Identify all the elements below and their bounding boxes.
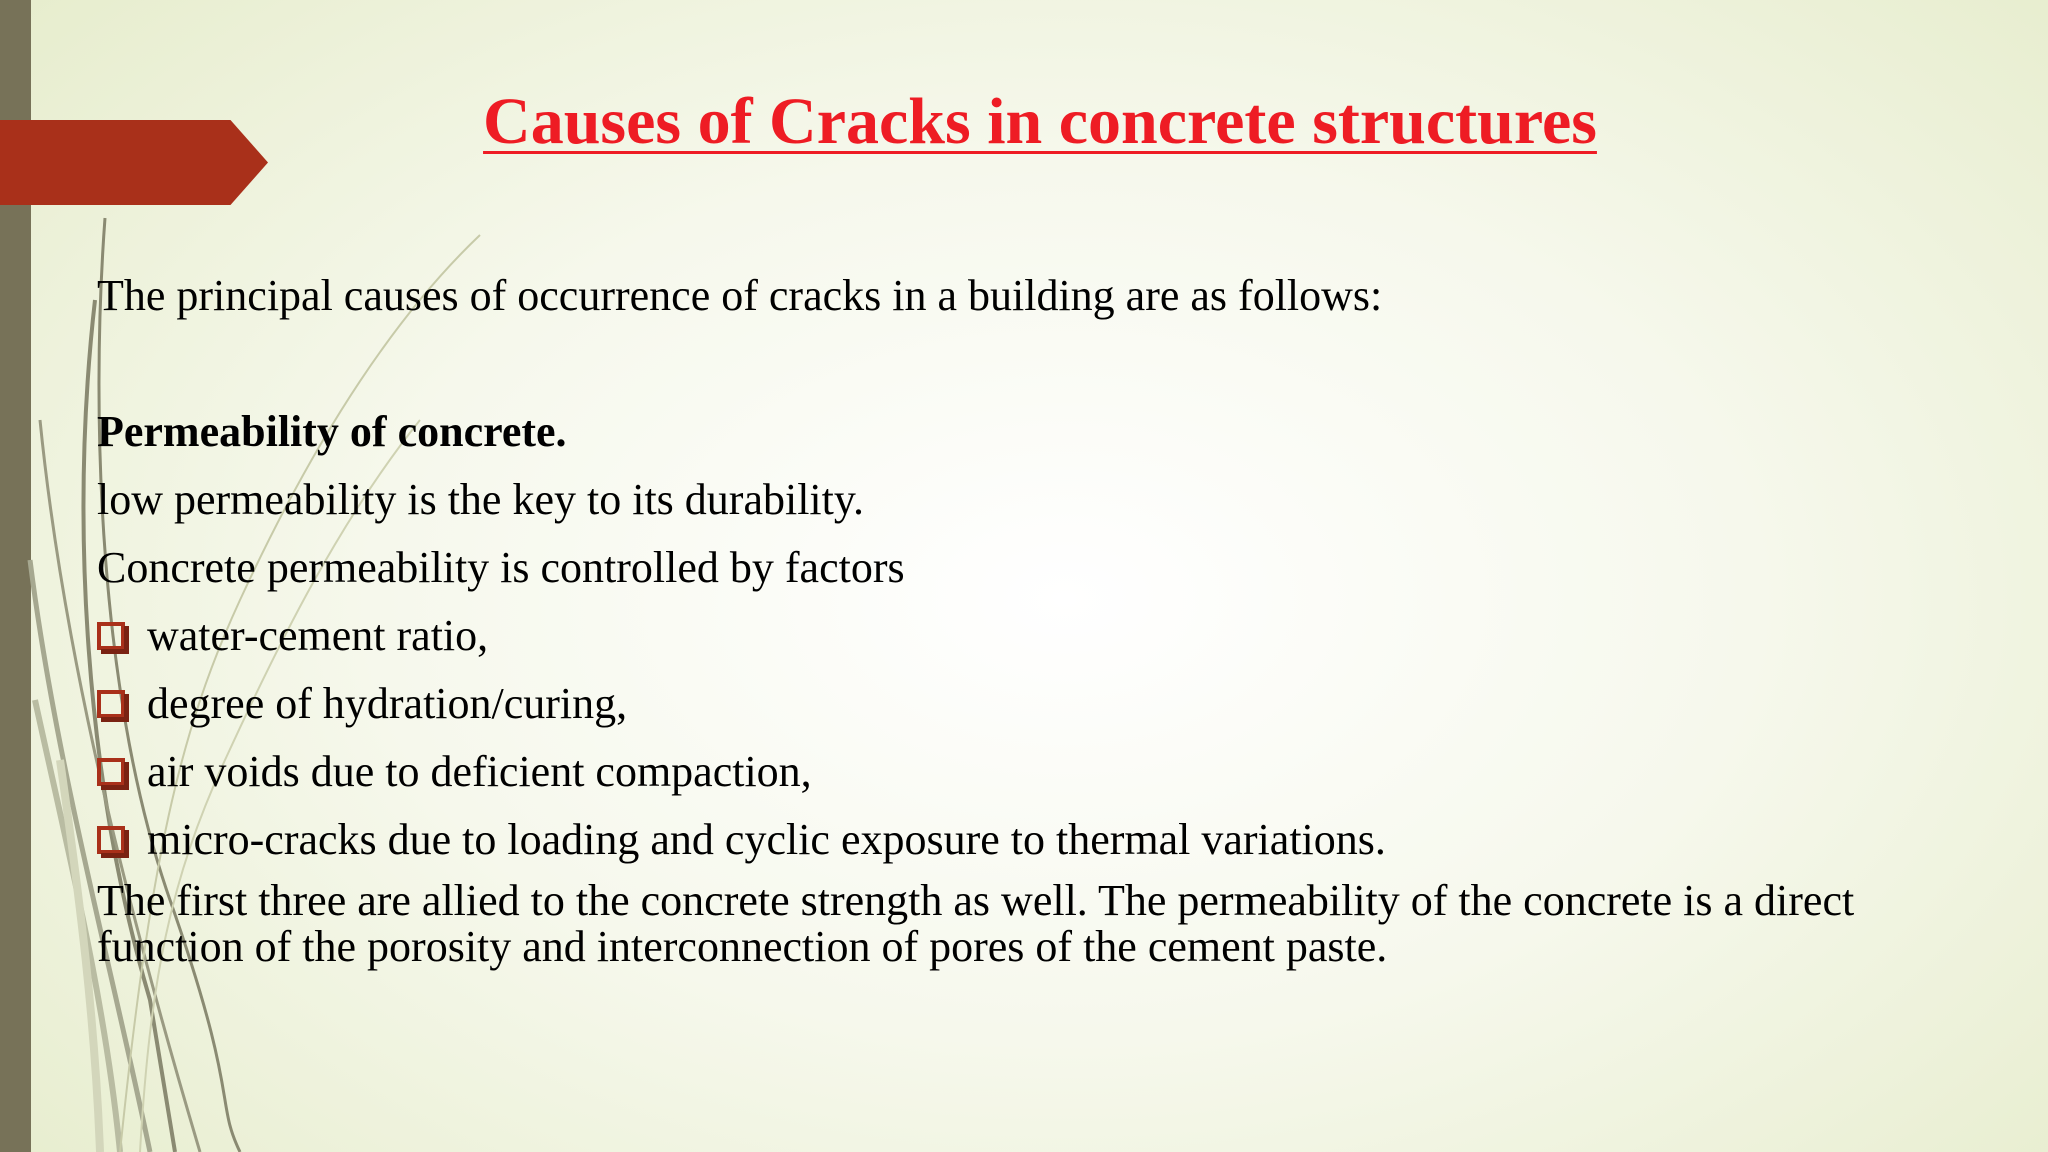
bullet-text: degree of hydration/curing, xyxy=(147,679,628,728)
slide-body xyxy=(97,262,1977,970)
bullet-text: air voids due to deficient compaction, xyxy=(147,747,812,796)
title-arrow-tab xyxy=(0,120,268,205)
bullet-item xyxy=(97,806,1977,874)
bullet-item xyxy=(97,738,1977,806)
body-line: Concrete permeability is controlled by factors xyxy=(97,543,905,592)
closing-paragraph: The first three are allied to the concrete strength as well. The permeability of the concrete is a direct function of the porosity and interconnection of pores of the cement paste. xyxy=(97,876,1855,971)
checkbox-square-icon xyxy=(97,826,125,854)
bullet-item xyxy=(97,670,1977,738)
bullet-item xyxy=(97,602,1977,670)
body-line: low permeability is the key to its durability. xyxy=(97,475,865,524)
checkbox-square-icon xyxy=(97,690,125,718)
slide-title: Causes of Cracks in concrete structures xyxy=(483,85,1597,158)
bullet-text: micro-cracks due to loading and cyclic exposure to thermal variations. xyxy=(147,815,1386,864)
bullet-text: water-cement ratio, xyxy=(147,611,489,660)
checkbox-square-icon xyxy=(97,758,125,786)
section-heading: Permeability of concrete. xyxy=(97,407,567,456)
intro-text: The principal causes of occurrence of cracks in a building are as follows: xyxy=(97,271,1383,320)
checkbox-square-icon xyxy=(97,622,125,650)
